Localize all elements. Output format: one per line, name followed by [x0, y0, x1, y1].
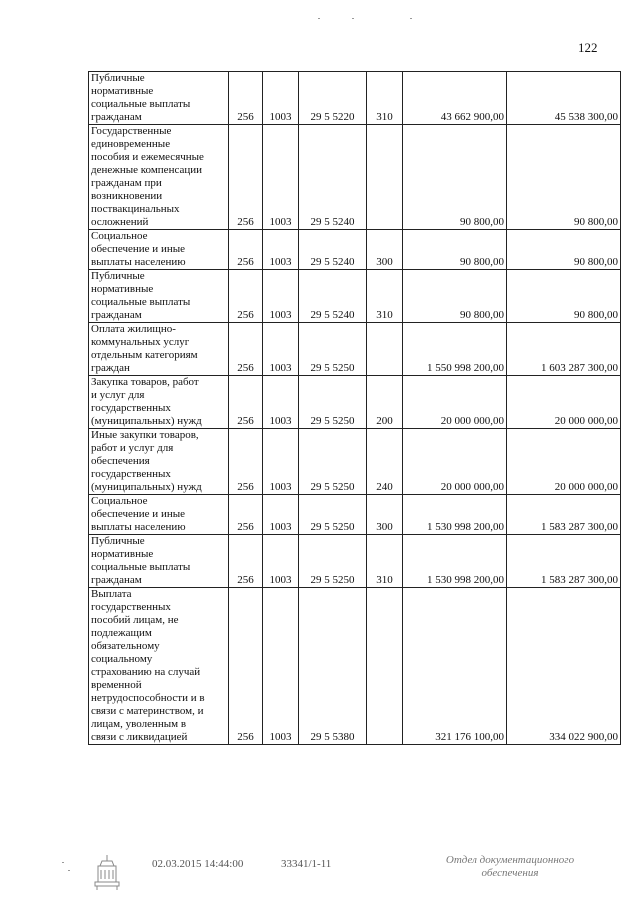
cell-section-code: 1003 [263, 376, 299, 429]
cell-name: Выплата государственных пособий лицам, не подлежащим обязательному социальному страхованию на случай временной нетрудоспособности и в связи с материнством, и лицам, уволенным в связи с ликвидацией [89, 588, 229, 745]
cell-sum-year1: 321 176 100,00 [403, 588, 507, 745]
scan-artifact [352, 18, 354, 19]
emblem-icon [92, 852, 122, 892]
cell-admin-code: 256 [229, 376, 263, 429]
table-body [89, 72, 621, 745]
cell-article-code: 29 5 5240 [299, 125, 367, 230]
cell-sum-year2: 1 583 287 300,00 [507, 495, 621, 535]
cell-section-code: 1003 [263, 495, 299, 535]
cell-sum-year2: 90 800,00 [507, 125, 621, 230]
table-row [89, 323, 621, 376]
cell-name: Закупка товаров, работ и услуг для государственных (муниципальных) нужд [89, 376, 229, 429]
cell-admin-code: 256 [229, 270, 263, 323]
cell-name: Оплата жилищно- коммунальных услуг отдельным категориям граждан [89, 323, 229, 376]
table-row [89, 230, 621, 270]
cell-sum-year2: 90 800,00 [507, 230, 621, 270]
cell-article-code: 29 5 5220 [299, 72, 367, 125]
scan-artifact [410, 18, 412, 19]
cell-sum-year2: 20 000 000,00 [507, 376, 621, 429]
table-row [89, 535, 621, 588]
cell-sum-year1: 1 530 998 200,00 [403, 495, 507, 535]
cell-article-code: 29 5 5240 [299, 270, 367, 323]
cell-name: Публичные нормативные социальные выплаты гражданам [89, 535, 229, 588]
table-row [89, 429, 621, 495]
cell-sum-year2: 1 583 287 300,00 [507, 535, 621, 588]
scan-artifact [318, 18, 320, 19]
cell-expense-kind [367, 588, 403, 745]
cell-article-code: 29 5 5250 [299, 323, 367, 376]
cell-admin-code: 256 [229, 125, 263, 230]
cell-name: Публичные нормативные социальные выплаты гражданам [89, 72, 229, 125]
table-row [89, 125, 621, 230]
cell-expense-kind: 240 [367, 429, 403, 495]
cell-article-code: 29 5 5380 [299, 588, 367, 745]
cell-expense-kind: 310 [367, 535, 403, 588]
table-row [89, 376, 621, 429]
cell-admin-code: 256 [229, 535, 263, 588]
table-row [89, 72, 621, 125]
cell-section-code: 1003 [263, 429, 299, 495]
footer-doc-number: 33341/1-11 [281, 858, 332, 870]
cell-sum-year2: 90 800,00 [507, 270, 621, 323]
cell-sum-year1: 1 550 998 200,00 [403, 323, 507, 376]
cell-expense-kind [367, 125, 403, 230]
cell-expense-kind: 200 [367, 376, 403, 429]
cell-sum-year2: 20 000 000,00 [507, 429, 621, 495]
footer-department: Отдел документационного обеспечения [445, 854, 575, 879]
cell-name: Государственные единовременные пособия и ежемесячные денежные компенсации гражданам при возникновении поствакцинальных осложнений [89, 125, 229, 230]
table-row [89, 270, 621, 323]
cell-sum-year1: 43 662 900,00 [403, 72, 507, 125]
cell-section-code: 1003 [263, 535, 299, 588]
scan-artifact [62, 862, 64, 863]
cell-name: Социальное обеспечение и иные выплаты населению [89, 495, 229, 535]
cell-article-code: 29 5 5250 [299, 495, 367, 535]
cell-admin-code: 256 [229, 72, 263, 125]
cell-expense-kind: 310 [367, 270, 403, 323]
cell-section-code: 1003 [263, 588, 299, 745]
cell-section-code: 1003 [263, 323, 299, 376]
cell-article-code: 29 5 5240 [299, 230, 367, 270]
cell-expense-kind: 310 [367, 72, 403, 125]
cell-name: Социальное обеспечение и иные выплаты населению [89, 230, 229, 270]
page-footer [0, 850, 640, 900]
cell-expense-kind: 300 [367, 230, 403, 270]
cell-name: Иные закупки товаров, работ и услуг для обеспечения государственных (муниципальных) нужд [89, 429, 229, 495]
cell-sum-year1: 90 800,00 [403, 270, 507, 323]
budget-table [88, 71, 621, 745]
cell-admin-code: 256 [229, 323, 263, 376]
page-number: 122 [578, 40, 598, 55]
cell-admin-code: 256 [229, 588, 263, 745]
table-row [89, 495, 621, 535]
table-row [89, 588, 621, 745]
cell-article-code: 29 5 5250 [299, 376, 367, 429]
cell-sum-year2: 45 538 300,00 [507, 72, 621, 125]
cell-expense-kind [367, 323, 403, 376]
cell-article-code: 29 5 5250 [299, 429, 367, 495]
cell-admin-code: 256 [229, 230, 263, 270]
cell-admin-code: 256 [229, 495, 263, 535]
cell-admin-code: 256 [229, 429, 263, 495]
cell-section-code: 1003 [263, 125, 299, 230]
cell-sum-year1: 20 000 000,00 [403, 376, 507, 429]
cell-sum-year2: 1 603 287 300,00 [507, 323, 621, 376]
cell-sum-year1: 20 000 000,00 [403, 429, 507, 495]
cell-name: Публичные нормативные социальные выплаты гражданам [89, 270, 229, 323]
cell-section-code: 1003 [263, 230, 299, 270]
cell-sum-year2: 334 022 900,00 [507, 588, 621, 745]
cell-sum-year1: 1 530 998 200,00 [403, 535, 507, 588]
cell-sum-year1: 90 800,00 [403, 230, 507, 270]
cell-expense-kind: 300 [367, 495, 403, 535]
cell-section-code: 1003 [263, 72, 299, 125]
scan-artifact [68, 870, 70, 871]
cell-article-code: 29 5 5250 [299, 535, 367, 588]
cell-section-code: 1003 [263, 270, 299, 323]
cell-sum-year1: 90 800,00 [403, 125, 507, 230]
footer-datetime: 02.03.2015 14:44:00 [152, 858, 244, 870]
